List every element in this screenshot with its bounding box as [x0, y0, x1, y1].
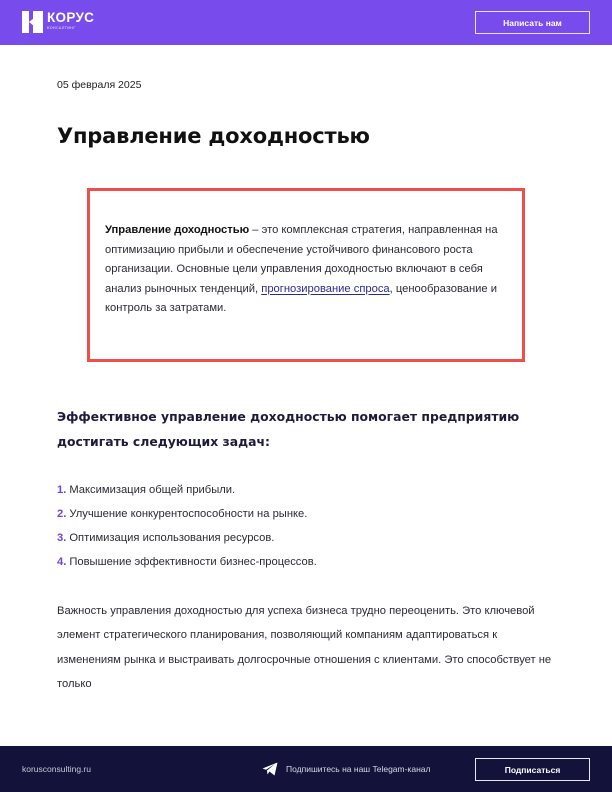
- list-item: [57, 505, 317, 529]
- callout-body-2: , ценообразование и контроль за затратами.: [105, 282, 497, 314]
- contact-us-button[interactable]: Написать нам: [475, 11, 590, 34]
- callout-text: [105, 221, 515, 319]
- telegram-subscribe-text[interactable]: Подпишитесь на наш Telegam-канал: [286, 764, 431, 774]
- publish-date: 05 февраля 2025: [57, 79, 142, 91]
- list-item: [57, 529, 317, 553]
- list-text: Улучшение конкурентоспособности на рынке.: [69, 508, 308, 520]
- list-text: Оптимизация использования ресурсов.: [69, 532, 275, 544]
- site-link[interactable]: korusconsulting.ru: [22, 764, 91, 774]
- logo-title: КОРУС: [47, 10, 95, 25]
- body-paragraph: Важность управления доходностью для успеха бизнеса трудно переоценить. Это ключевой элемент стратегического планирования, позволяющий компаниям адаптироваться к изменениям рынка и выстраивать долгосрочные отношения с клиентами. Это способствует не только: [57, 605, 552, 690]
- list-number: 1.: [57, 484, 67, 496]
- page-title: Управление доходностью: [57, 124, 370, 148]
- list-item: [57, 553, 317, 577]
- demand-forecasting-link[interactable]: прогнозирование спроса: [261, 282, 390, 295]
- list-text: Повышение эффективности бизнес-процессов.: [69, 556, 317, 568]
- telegram-plane-icon: [262, 762, 278, 776]
- list-text: Максимизация общей прибыли.: [69, 484, 236, 496]
- korus-logo[interactable]: [22, 11, 94, 33]
- definition-callout: [87, 188, 525, 362]
- list-number: 3.: [57, 532, 67, 544]
- korus-logo-icon: [22, 11, 43, 33]
- list-item: [57, 481, 317, 505]
- section-heading: Эффективное управление доходностью помогает предприятию достигать следующих задач:: [57, 409, 520, 449]
- logo-subtitle: КОНСАЛТИНГ: [47, 26, 76, 30]
- footer: [0, 746, 612, 792]
- callout-term: Управление доходностью: [105, 224, 250, 236]
- list-number: 4.: [57, 556, 67, 568]
- callout-body-1: – это комплексная стратегия, направленная на оптимизацию прибыли и обеспечение устойчивого финансового роста организации. Основные цели управления доходностью включают в себя анализ рыночных тенденций,: [105, 224, 498, 295]
- subscribe-button[interactable]: Подписаться: [475, 758, 590, 781]
- task-list: [57, 481, 317, 577]
- list-number: 2.: [57, 508, 67, 520]
- top-header: [0, 0, 612, 45]
